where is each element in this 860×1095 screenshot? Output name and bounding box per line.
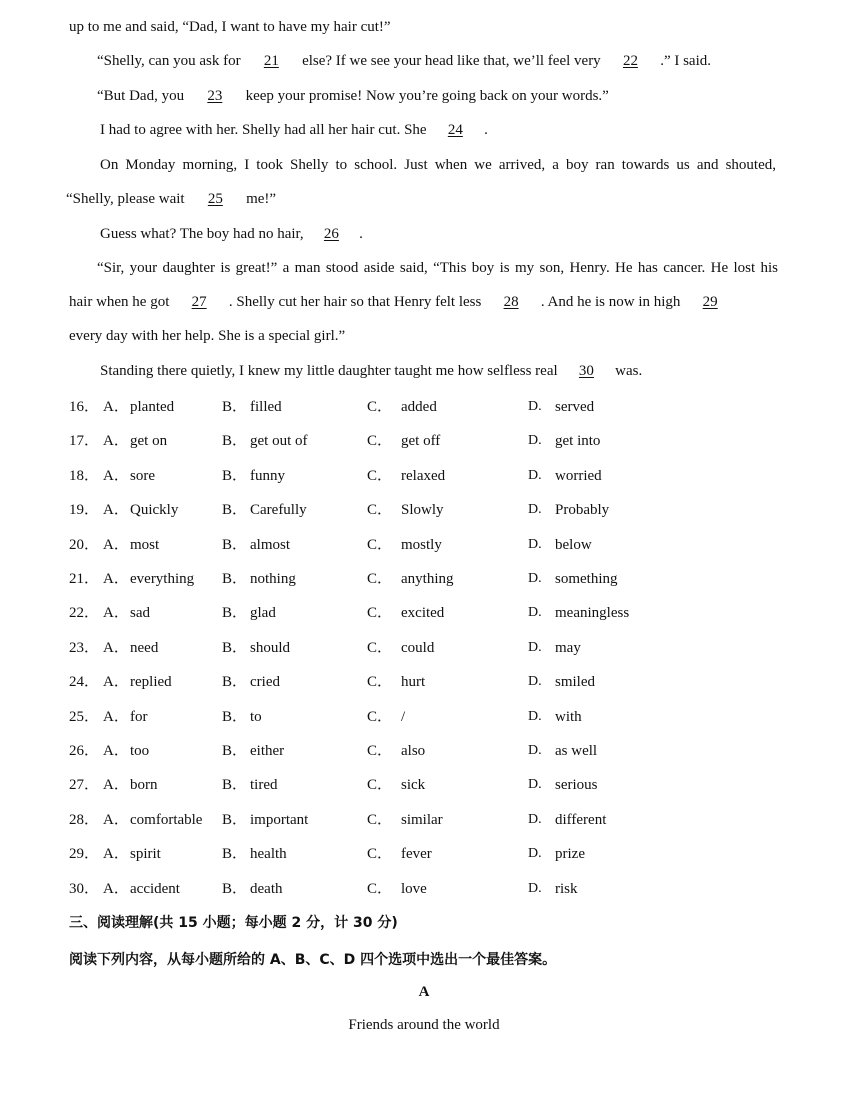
option-row — [0, 397, 860, 421]
question-number: 21． — [69, 571, 100, 587]
option-c-text: / — [401, 708, 406, 725]
option-a-text: accident — [130, 880, 180, 897]
blank-21: 21 — [263, 53, 279, 69]
option-c-text: relaxed — [401, 467, 446, 484]
passage-paragraph-5: On Monday morning, I took Shelly to school. Just when we arrived, a boy ran towards us and shouted, — [100, 157, 776, 173]
option-b-text: almost — [250, 536, 290, 553]
option-row — [0, 810, 860, 834]
option-row — [0, 466, 860, 490]
option-c-letter: C． — [367, 502, 393, 519]
option-c-letter: C． — [367, 536, 393, 553]
option-c-letter: C． — [367, 467, 393, 484]
option-d-letter: D. — [528, 605, 542, 621]
option-b-text: either — [250, 743, 285, 759]
option-b-letter: B． — [222, 536, 248, 553]
passage-paragraph-6: Guess what? The boy had no hair, 26 . — [100, 226, 363, 242]
passage-paragraph-4: I had to agree with her. Shelly had all her hair cut. She 24 . — [100, 122, 488, 138]
option-a-text: spirit — [130, 846, 161, 863]
option-a-text: replied — [130, 674, 172, 691]
option-row — [0, 672, 860, 696]
option-c-text: added — [401, 399, 437, 415]
option-row — [0, 707, 860, 731]
option-b-letter: B． — [222, 605, 248, 622]
question-number: 20． — [69, 536, 100, 553]
option-d-text: below — [555, 536, 592, 553]
part-label: A — [418, 984, 430, 1000]
option-a-letter: A． — [103, 536, 129, 553]
option-c-text: get off — [401, 433, 441, 450]
option-d-letter: D. — [528, 571, 542, 586]
passage-paragraph-2: “Shelly, can you ask for 21 else? If we see your head like that, we’ll feel very 22 .” I said. — [97, 53, 712, 69]
passage-paragraph-7-end: every day with her help. She is a special girl.” — [69, 328, 346, 344]
option-c-letter: C． — [367, 708, 393, 725]
option-d-letter: D. — [528, 502, 542, 518]
blank-22: 22 — [622, 53, 638, 69]
option-d-text: as well — [555, 743, 598, 759]
option-row — [0, 431, 860, 455]
option-c-text: sick — [401, 777, 426, 794]
option-a-letter: A． — [103, 467, 129, 484]
option-c-letter: C． — [367, 674, 393, 691]
option-c-letter: C． — [367, 811, 393, 828]
option-b-letter: B． — [222, 467, 248, 484]
option-d-text: serious — [555, 777, 598, 794]
option-d-letter: D. — [528, 433, 542, 449]
option-b-text: funny — [250, 467, 285, 484]
option-c-letter: C． — [367, 639, 393, 656]
option-c-letter: C． — [367, 777, 393, 794]
option-row — [0, 741, 860, 765]
option-b-letter: B． — [222, 571, 248, 587]
option-a-letter: A． — [103, 605, 129, 622]
option-d-letter: D. — [528, 811, 542, 827]
option-a-letter: A． — [103, 502, 129, 519]
option-b-letter: B． — [222, 639, 248, 656]
option-a-letter: A． — [103, 433, 129, 450]
option-a-letter: A． — [103, 639, 129, 656]
passage-title: Friends around the world — [348, 1017, 500, 1033]
option-row — [0, 500, 860, 524]
option-c-text: love — [401, 880, 427, 897]
option-d-letter: D. — [528, 846, 542, 862]
option-b-text: glad — [250, 605, 276, 622]
option-row — [0, 569, 860, 593]
option-b-letter: B． — [222, 880, 248, 897]
option-c-text: mostly — [401, 536, 442, 553]
option-a-text: for — [130, 708, 148, 725]
option-a-letter: A． — [103, 571, 129, 587]
question-number: 24． — [69, 674, 100, 691]
question-number: 17． — [69, 433, 100, 450]
option-b-letter: B． — [222, 399, 248, 415]
option-a-letter: A． — [103, 880, 129, 897]
option-c-text: fever — [401, 846, 432, 863]
passage-line-1: up to me and said, “Dad, I want to have my hair cut!” — [69, 19, 391, 35]
passage-paragraph-7-cont: hair when he got 27 . Shelly cut her hair so that Henry felt less 28 . And he is now in high 29 — [69, 292, 736, 312]
option-b-text: Carefully — [250, 502, 307, 519]
option-c-text: anything — [401, 571, 454, 587]
question-number: 18． — [69, 467, 100, 484]
option-c-text: excited — [401, 605, 445, 622]
blank-25: 25 — [207, 191, 223, 207]
option-b-text: health — [250, 846, 287, 863]
question-number: 19． — [69, 502, 100, 519]
option-row — [0, 638, 860, 662]
option-d-text: Probably — [555, 502, 610, 519]
option-d-text: smiled — [555, 674, 595, 691]
option-b-text: cried — [250, 674, 280, 691]
option-a-letter: A． — [103, 777, 129, 794]
option-a-letter: A． — [103, 743, 129, 759]
option-a-text: sore — [130, 467, 155, 484]
option-d-text: get into — [555, 433, 601, 450]
option-a-letter: A． — [103, 399, 129, 415]
blank-27: 27 — [191, 294, 207, 310]
option-b-letter: B． — [222, 811, 248, 828]
option-b-text: important — [250, 811, 309, 828]
option-d-letter: D. — [528, 880, 542, 896]
option-b-letter: B． — [222, 502, 248, 519]
option-b-letter: B． — [222, 708, 248, 725]
option-d-letter: D. — [528, 467, 542, 483]
option-c-letter: C． — [367, 846, 393, 863]
option-d-letter: D. — [528, 639, 542, 655]
option-b-text: get out of — [250, 433, 308, 450]
option-b-letter: B． — [222, 777, 248, 794]
option-d-text: served — [555, 399, 595, 415]
blank-28: 28 — [503, 294, 519, 310]
option-d-text: different — [555, 811, 607, 828]
option-row — [0, 775, 860, 799]
question-number: 23． — [69, 639, 100, 656]
passage-paragraph-5-cont: “Shelly, please wait 25 me!” — [66, 191, 277, 207]
option-row — [0, 603, 860, 627]
option-b-text: should — [250, 639, 291, 656]
option-b-text: death — [250, 880, 283, 897]
option-a-letter: A． — [103, 846, 129, 863]
option-d-letter: D. — [528, 708, 542, 724]
option-a-text: get on — [130, 433, 168, 450]
option-d-letter: D. — [528, 674, 542, 690]
option-d-text: risk — [555, 880, 578, 897]
option-a-text: sad — [130, 605, 150, 622]
option-d-text: with — [555, 708, 582, 725]
option-c-letter: C． — [367, 880, 393, 897]
option-b-letter: B． — [222, 743, 248, 759]
question-number: 25． — [69, 708, 100, 725]
option-c-letter: C． — [367, 433, 393, 450]
option-row — [0, 879, 860, 903]
option-a-letter: A． — [103, 674, 129, 691]
option-c-text: similar — [401, 811, 443, 828]
option-c-text: also — [401, 743, 426, 759]
option-a-text: comfortable — [130, 811, 203, 828]
option-b-letter: B． — [222, 846, 248, 863]
option-b-text: to — [250, 708, 262, 725]
option-a-text: planted — [130, 399, 175, 415]
option-row — [0, 844, 860, 868]
option-d-text: meaningless — [555, 605, 630, 622]
question-number: 26． — [69, 743, 100, 759]
passage-paragraph-3: “But Dad, you 23 keep your promise! Now you’re going back on your words.” — [97, 88, 609, 104]
option-a-text: Quickly — [130, 502, 179, 519]
question-number: 28． — [69, 811, 100, 828]
option-b-text: tired — [250, 777, 278, 794]
blank-24: 24 — [447, 122, 463, 138]
option-b-letter: B． — [222, 674, 248, 691]
option-d-letter: D. — [528, 399, 542, 414]
question-number: 22． — [69, 605, 100, 622]
option-a-text: most — [130, 536, 160, 553]
option-c-text: hurt — [401, 674, 426, 691]
blank-29: 29 — [702, 294, 718, 310]
section-3-heading: 三、阅读理解(共 15 小题；每小题 2 分，计 30 分) — [69, 915, 398, 931]
option-a-text: need — [130, 639, 159, 656]
blank-30: 30 — [578, 363, 594, 379]
option-b-text: nothing — [250, 571, 296, 587]
passage-paragraph-7: “Sir, your daughter is great!” a man stood aside said, “This boy is my son, Henry. He has cancer. He lost his — [97, 260, 778, 276]
option-c-text: could — [401, 639, 435, 656]
question-number: 29． — [69, 846, 100, 863]
question-number: 16． — [69, 399, 100, 415]
blank-26: 26 — [323, 226, 339, 242]
passage-paragraph-8: Standing there quietly, I knew my little daughter taught me how selfless real 30 was. — [100, 363, 643, 379]
section-3-instruction: 阅读下列内容，从每小题所给的 A、B、C、D 四个选项中选出一个最佳答案。 — [69, 952, 557, 968]
option-d-text: prize — [555, 846, 585, 863]
option-d-text: worried — [555, 467, 602, 484]
option-a-letter: A． — [103, 811, 129, 828]
option-c-text: Slowly — [401, 502, 444, 519]
question-number: 30． — [69, 880, 100, 897]
question-number: 27． — [69, 777, 100, 794]
option-c-letter: C． — [367, 399, 393, 415]
option-a-text: born — [130, 777, 158, 794]
option-b-text: filled — [250, 399, 282, 415]
option-d-letter: D. — [528, 536, 542, 552]
blank-23: 23 — [207, 88, 223, 104]
option-a-letter: A． — [103, 708, 129, 725]
option-c-letter: C． — [367, 743, 393, 759]
option-c-letter: C． — [367, 571, 393, 587]
option-d-text: something — [555, 571, 618, 587]
option-c-letter: C． — [367, 605, 393, 622]
option-a-text: too — [130, 743, 150, 759]
option-b-letter: B． — [222, 433, 248, 450]
option-row — [0, 535, 860, 559]
option-a-text: everything — [130, 571, 195, 587]
option-d-letter: D. — [528, 777, 542, 793]
option-d-text: may — [555, 639, 581, 656]
option-d-letter: D. — [528, 743, 542, 758]
